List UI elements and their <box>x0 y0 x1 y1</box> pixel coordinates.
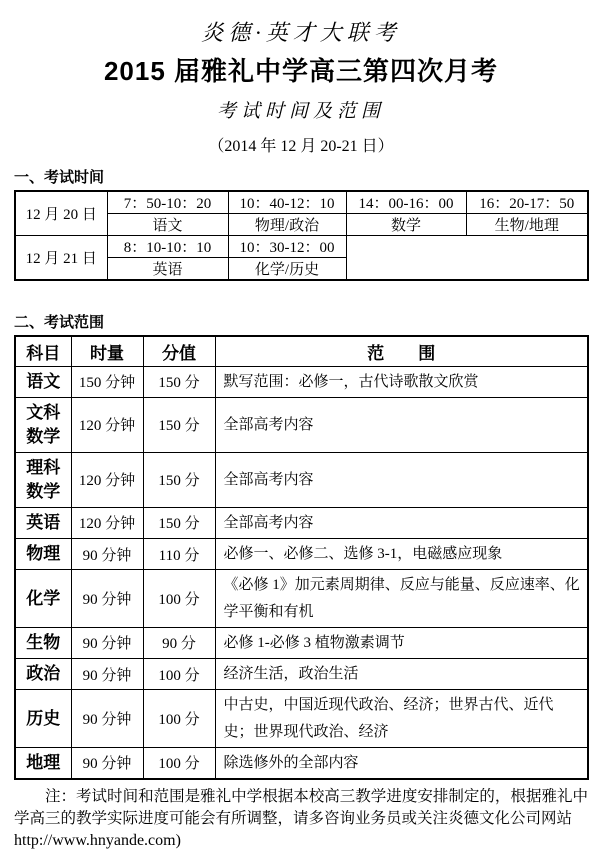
duration-cell: 90 分钟 <box>71 570 143 628</box>
range-cell: 全部高考内容 <box>215 452 588 507</box>
subject-cell: 语文 <box>15 366 71 397</box>
table-row <box>15 747 588 779</box>
subject-cell: 理科数学 <box>15 452 71 507</box>
duration-cell: 90 分钟 <box>71 659 143 690</box>
table-row <box>15 366 588 397</box>
subject-cell: 物理/政治 <box>228 214 346 236</box>
range-cell: 全部高考内容 <box>215 507 588 538</box>
subject-cell: 地理 <box>15 747 71 779</box>
subject-cell: 化学/历史 <box>228 258 346 281</box>
col-header-subject: 科目 <box>15 336 71 366</box>
date-cell: 12 月 20 日 <box>15 191 107 236</box>
subject-cell: 生物/地理 <box>466 214 588 236</box>
range-cell: 中古史，中国近现代政治、经济；世界古代、近代史；世界现代政治、经济 <box>215 690 588 748</box>
range-cell: 全部高考内容 <box>215 397 588 452</box>
score-cell: 100 分 <box>143 659 215 690</box>
range-cell: 默写范围：必修一，古代诗歌散文欣赏 <box>215 366 588 397</box>
score-cell: 100 分 <box>143 570 215 628</box>
footer-url: http://www.hnyande.com) <box>14 831 181 849</box>
table-row <box>15 659 588 690</box>
subject-cell: 数学 <box>346 214 466 236</box>
scope-table <box>14 335 589 780</box>
schedule-table <box>14 190 589 281</box>
duration-cell: 120 分钟 <box>71 507 143 538</box>
duration-cell: 150 分钟 <box>71 366 143 397</box>
empty-cell <box>346 236 588 281</box>
subject-cell: 化学 <box>15 570 71 628</box>
range-cell: 必修一、必修二、选修 3-1，电磁感应现象 <box>215 539 588 570</box>
score-cell: 110 分 <box>143 539 215 570</box>
score-cell: 150 分 <box>143 452 215 507</box>
date-range: （2014 年 12 月 20-21 日） <box>208 138 394 155</box>
table-row <box>15 539 588 570</box>
section-heading-scope: 二、考试范围 <box>14 314 105 331</box>
footer <box>14 786 588 850</box>
range-cell: 必修 1-必修 3 植物激素调节 <box>215 627 588 658</box>
time-cell: 10：40-12：10 <box>228 191 346 214</box>
subject-cell: 英语 <box>107 258 228 281</box>
section-heading-schedule: 一、考试时间 <box>14 169 105 186</box>
subject-cell: 英语 <box>15 507 71 538</box>
score-cell: 100 分 <box>143 690 215 748</box>
time-cell: 16：20-17：50 <box>466 191 588 214</box>
score-cell: 150 分 <box>143 366 215 397</box>
subject-cell: 政治 <box>15 659 71 690</box>
duration-cell: 90 分钟 <box>71 690 143 748</box>
col-header-range: 范 围 <box>215 336 588 366</box>
time-cell: 8：10-10：10 <box>107 236 228 258</box>
duration-cell: 120 分钟 <box>71 397 143 452</box>
score-cell: 150 分 <box>143 507 215 538</box>
footer-note: 注：考试时间和范围是雅礼中学根据本校高三教学进度安排制定的，根据雅礼中学高三的教学实际进度可能会有所调整，请多咨询业务员或关注炎德文化公司网站 <box>14 788 588 828</box>
title-block <box>14 16 588 156</box>
table-row <box>15 507 588 538</box>
table-row <box>15 452 588 507</box>
table-row <box>15 570 588 628</box>
time-cell: 10：30-12：00 <box>228 236 346 258</box>
subject-cell: 物理 <box>15 539 71 570</box>
duration-cell: 120 分钟 <box>71 452 143 507</box>
duration-cell: 90 分钟 <box>71 627 143 658</box>
table-row <box>15 690 588 748</box>
date-cell: 12 月 21 日 <box>15 236 107 281</box>
time-cell: 7：50-10：20 <box>107 191 228 214</box>
subject-cell: 文科数学 <box>15 397 71 452</box>
col-header-score: 分值 <box>143 336 215 366</box>
range-cell: 除选修外的全部内容 <box>215 747 588 779</box>
time-cell: 14：00-16：00 <box>346 191 466 214</box>
table-row <box>15 627 588 658</box>
subject-cell: 历史 <box>15 690 71 748</box>
duration-cell: 90 分钟 <box>71 539 143 570</box>
subtitle: 考试时间及范围 <box>216 101 385 122</box>
duration-cell: 90 分钟 <box>71 747 143 779</box>
score-cell: 150 分 <box>143 397 215 452</box>
table-row <box>15 397 588 452</box>
col-header-duration: 时量 <box>71 336 143 366</box>
range-cell: 《必修 1》加元素周期律、反应与能量、反应速率、化学平衡和有机 <box>215 570 588 628</box>
brand-title: 炎德·英才大联考 <box>201 20 401 45</box>
exam-title: 2015 届雅礼中学高三第四次月考 <box>103 56 499 86</box>
subject-cell: 生物 <box>15 627 71 658</box>
subject-cell: 语文 <box>107 214 228 236</box>
range-cell: 经济生活，政治生活 <box>215 659 588 690</box>
score-cell: 100 分 <box>143 747 215 779</box>
score-cell: 90 分 <box>143 627 215 658</box>
